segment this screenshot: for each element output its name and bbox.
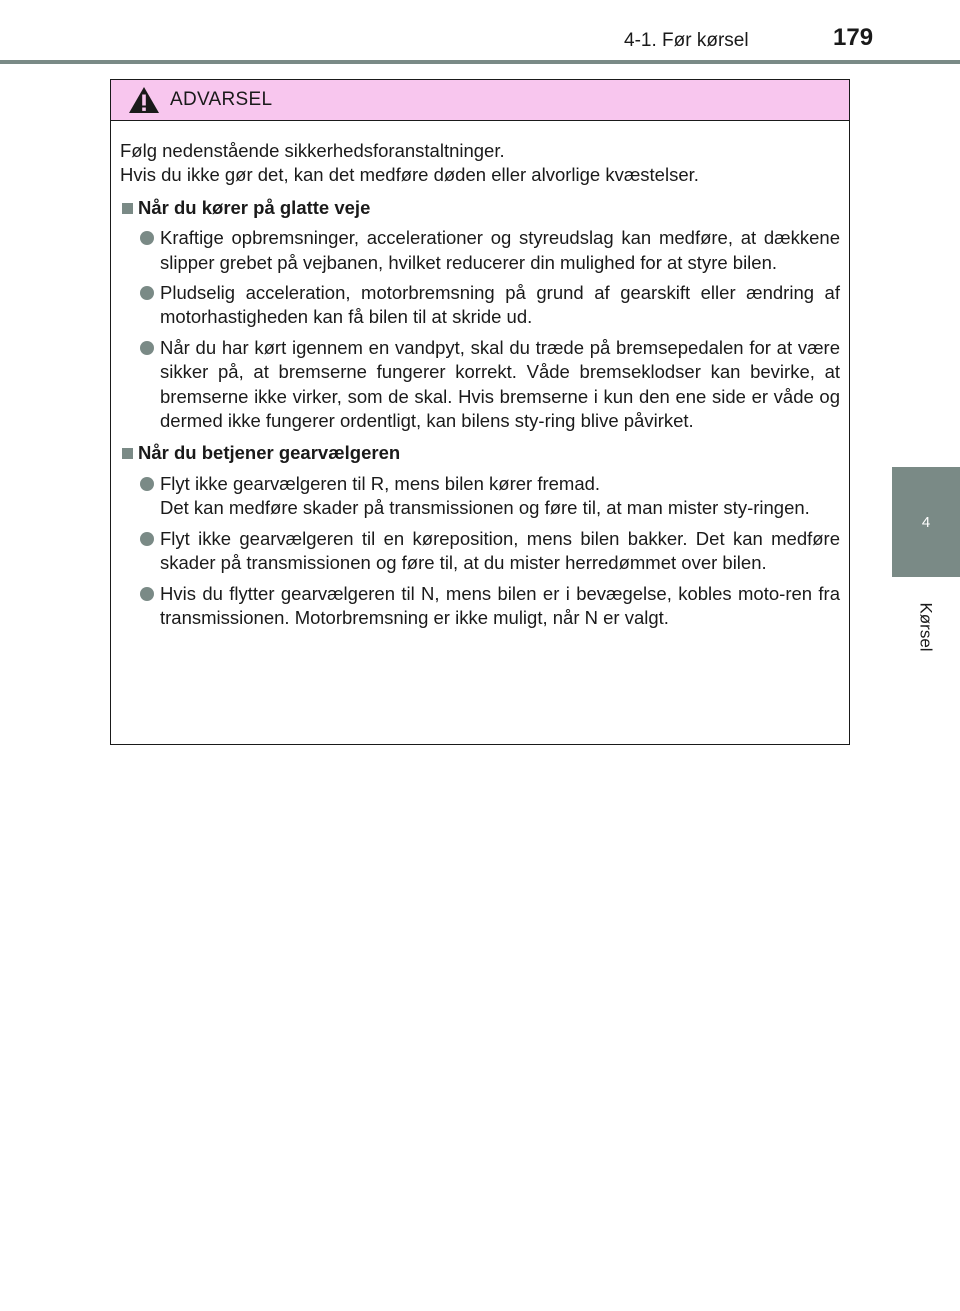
section-title: 4-1. Før kørsel — [624, 30, 749, 51]
list-item — [120, 226, 840, 275]
list-item-paragraph: Det kan medføre skader på transmissionen og føre til, at man mister sty-ringen. — [160, 497, 810, 519]
list-item — [120, 281, 840, 330]
round-bullet-icon — [140, 341, 154, 355]
section-heading-text: Når du kører på glatte veje — [138, 196, 371, 218]
warning-body — [111, 121, 849, 630]
round-bullet-icon — [140, 532, 154, 546]
list-item — [120, 472, 840, 521]
list-item-paragraph: Kraftige opbremsninger, accelerationer og styreudslag kan medføre, at dækkene slipper grebet på vejbanen, hvilket reducerer din mulighed for at styre bilen. — [160, 227, 840, 273]
header-rule — [0, 60, 960, 64]
warning-header — [111, 80, 849, 121]
section-heading — [120, 196, 840, 220]
round-bullet-icon — [140, 477, 154, 491]
list-item-text — [160, 336, 840, 434]
intro-line: Hvis du ikke gør det, kan det medføre døden eller alvorlige kvæstelser. — [120, 164, 699, 186]
list-item-text — [160, 472, 840, 521]
list-item-paragraph: Flyt ikke gearvælgeren til R, mens bilen kører fremad. — [160, 472, 601, 494]
warning-triangle-icon — [128, 86, 160, 114]
list-item-text — [160, 226, 840, 275]
list-item-text — [160, 527, 840, 576]
chapter-tab-number: 4 — [892, 467, 960, 577]
list-item — [120, 527, 840, 576]
square-bullet-icon — [122, 448, 133, 459]
list-item-text — [160, 582, 840, 631]
round-bullet-icon — [140, 587, 154, 601]
list-item-paragraph: Pludselig acceleration, motorbremsning på grund af gearskift eller ændring af motorhastigheden kan få bilen til at skride ud. — [160, 282, 840, 328]
list-item-paragraph: Når du har kørt igennem en vandpyt, skal du træde på bremsepedalen for at være sikker på, at bremserne fungerer korrekt. Våde bremseklodser kan bevirke, at bremserne ikke virker, som de skal. Hvis bremserne i kun den ene side er våde og dermed ikke fungerer ordentligt, kan bilens sty-ring blive påvirket. — [160, 336, 840, 432]
intro-line: Følg nedenstående sikkerhedsforanstaltninger. — [120, 140, 505, 161]
warning-intro — [120, 139, 840, 188]
section-heading — [120, 441, 840, 465]
chapter-tab-label — [892, 577, 960, 677]
section-heading-text: Når du betjener gearvælgeren — [138, 442, 401, 464]
list-item — [120, 336, 840, 434]
page-number: 179 — [833, 24, 874, 51]
list-item-paragraph: Hvis du flytter gearvælgeren til N, mens bilen er i bevægelse, kobles moto-ren fra transmissionen. Motorbremsning er ikke muligt, når N er valgt. — [160, 582, 840, 628]
list-item-text — [160, 281, 840, 330]
page-header — [0, 0, 960, 64]
round-bullet-icon — [140, 231, 154, 245]
list-item — [120, 582, 840, 631]
warning-title: ADVARSEL — [170, 89, 273, 110]
list-item-paragraph: Flyt ikke gearvælgeren til en køreposition, mens bilen bakker. Det kan medføre skader på transmissionen og føre til, at du mister herredømmet over bilen. — [160, 527, 840, 574]
round-bullet-icon — [140, 286, 154, 300]
square-bullet-icon — [122, 203, 133, 214]
warning-box — [110, 79, 850, 745]
chapter-tab-label-text: Kørsel — [917, 602, 936, 652]
